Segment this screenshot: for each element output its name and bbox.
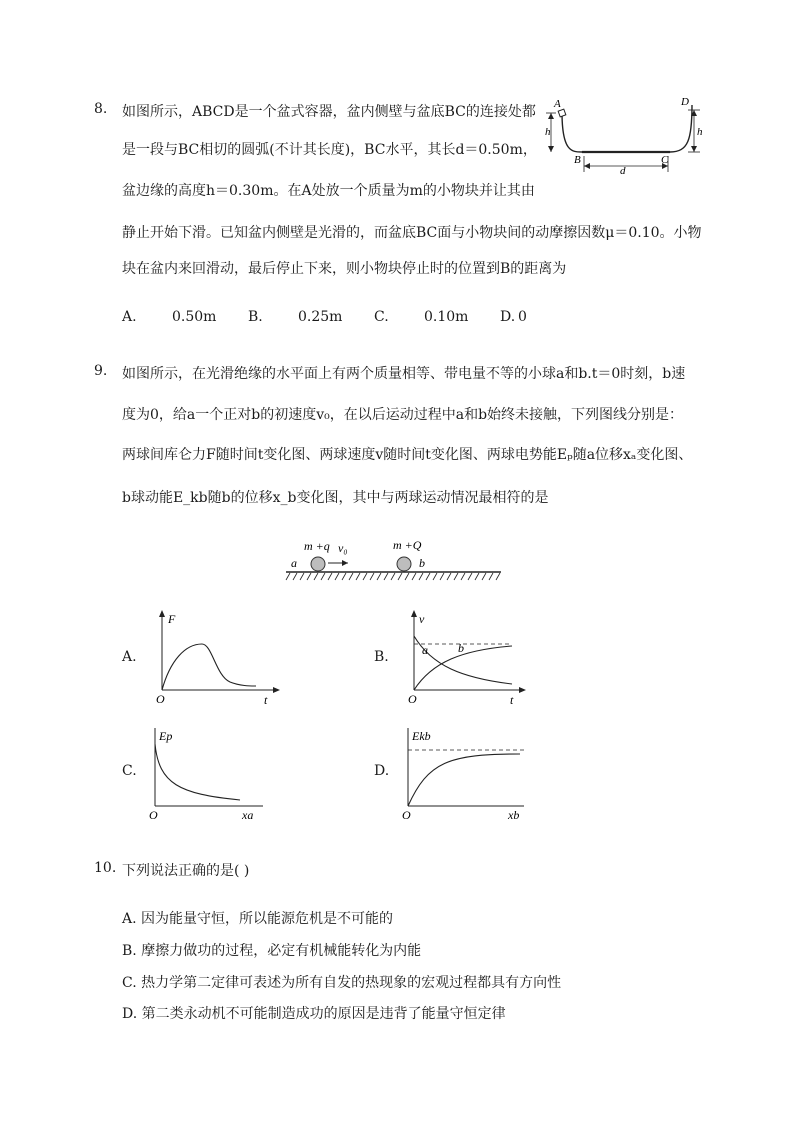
graph-d-y-label: Ekb <box>412 729 431 743</box>
label-c: C <box>661 154 669 166</box>
q9-line-4: b球动能E_kb随b的位移x_b变化图，其中与两球运动情况最相符的是 <box>122 490 549 506</box>
label-h-left: h <box>545 126 551 138</box>
q10-option-c: C. 热力学第二定律可表述为所有自发的热现象的宏观过程都具有方向性 <box>122 975 562 991</box>
q9-line-2: 度为0，给a一个正对b的初速度v₀，在以后运动过程中a和b始终未接触，下列图线分别是： <box>122 407 684 423</box>
graph-b-y-label: v <box>419 612 425 626</box>
q8-option-b-letter: B. <box>248 309 263 325</box>
graph-a-y-label: F <box>168 612 176 626</box>
ball-b-charge: m +Q <box>393 538 422 552</box>
graph-b <box>402 606 532 706</box>
graph-d <box>398 722 528 822</box>
graph-b-curve-b-label: b <box>458 641 464 655</box>
q8-option-a-text: 0.50m <box>172 309 217 325</box>
q9-line-3: 两球间库仑力F随时间t变化图、两球速度v随时间t变化图、两球电势能Eₚ随a位移xₐ变化图、 <box>122 447 693 463</box>
graph-a <box>150 606 285 706</box>
ball-b <box>397 557 411 571</box>
ball-a-charge: m +q <box>304 539 330 553</box>
q8-option-c-text: 0.10m <box>424 309 469 325</box>
q8-line-2: 是一段与BC相切的圆弧(不计其长度)，BC水平，其长d＝0.50m， <box>122 142 537 158</box>
q8-option-c-letter: C. <box>374 309 389 325</box>
graph-a-curve <box>162 644 256 690</box>
graph-a-x-label: t <box>264 693 268 707</box>
q8-option-d-text: 0 <box>518 309 527 325</box>
q8-option-d-letter: D. <box>500 309 516 325</box>
label-d: D <box>681 96 689 108</box>
q9-option-a-letter: A. <box>122 649 137 665</box>
q10-option-a: A. 因为能量守恒，所以能源危机是不可能的 <box>122 911 394 927</box>
q10-option-b: B. 摩擦力做功的过程，必定有机械能转化为内能 <box>122 943 422 959</box>
q10-stem: 下列说法正确的是( ) <box>122 863 250 879</box>
q9-line-1: 如图所示，在光滑绝缘的水平面上有两个质量相等、带电量不等的小球a和b.t＝0时刻，b速 <box>122 366 686 382</box>
graph-b-curve-a-label: a <box>422 643 428 657</box>
label-d-length: d <box>620 165 626 177</box>
q9-option-c-letter: C. <box>122 763 137 779</box>
label-h-right: h <box>697 126 703 138</box>
label-a: A <box>554 98 561 110</box>
velocity-label: v₀ <box>338 541 348 555</box>
q8-basin-figure <box>540 90 705 175</box>
graph-b-origin: O <box>408 692 417 706</box>
q8-line-3: 盆边缘的高度h＝0.30m。在A处放一个质量为m的小物块并让其由 <box>122 183 535 199</box>
graph-d-curve <box>408 754 520 806</box>
ball-a-label: a <box>291 556 297 570</box>
graph-c <box>145 722 270 822</box>
q9-option-d-letter: D. <box>374 763 390 779</box>
graph-c-y-label: Ep <box>159 729 173 743</box>
q8-number: 8. <box>94 101 108 117</box>
graph-b-x-label: t <box>510 693 514 707</box>
q8-line-5: 块在盆内来回滑动，最后停止下来，则小物块停止时的位置到B的距离为 <box>122 261 567 277</box>
graph-d-x-label: xb <box>508 808 520 822</box>
block-at-a <box>558 109 566 117</box>
q10-option-d: D. 第二类永动机不可能制造成功的原因是违背了能量守恒定律 <box>122 1006 506 1022</box>
graph-d-origin: O <box>402 808 411 822</box>
ground-hatching <box>286 573 500 580</box>
graph-c-x-label: xa <box>242 808 254 822</box>
graph-a-origin: O <box>156 692 165 706</box>
basin-outline <box>562 105 692 152</box>
q10-number: 10. <box>94 860 117 876</box>
label-b: B <box>574 154 581 166</box>
q9-number: 9. <box>94 363 108 379</box>
ball-a <box>311 557 325 571</box>
graph-c-curve <box>155 744 240 800</box>
q8-option-a-letter: A. <box>122 309 137 325</box>
graph-c-origin: O <box>149 808 158 822</box>
q8-line-1: 如图所示，ABCD是一个盆式容器，盆内侧壁与盆底BC的连接处都 <box>122 104 536 120</box>
q9-balls-figure <box>286 536 506 584</box>
q8-line-4: 静止开始下滑。已知盆内侧壁是光滑的，而盆底BC面与小物块间的动摩擦因数μ＝0.10。小物 <box>122 225 702 241</box>
q9-option-b-letter: B. <box>374 649 389 665</box>
ball-b-label: b <box>419 556 425 570</box>
q8-option-b-text: 0.25m <box>298 309 343 325</box>
